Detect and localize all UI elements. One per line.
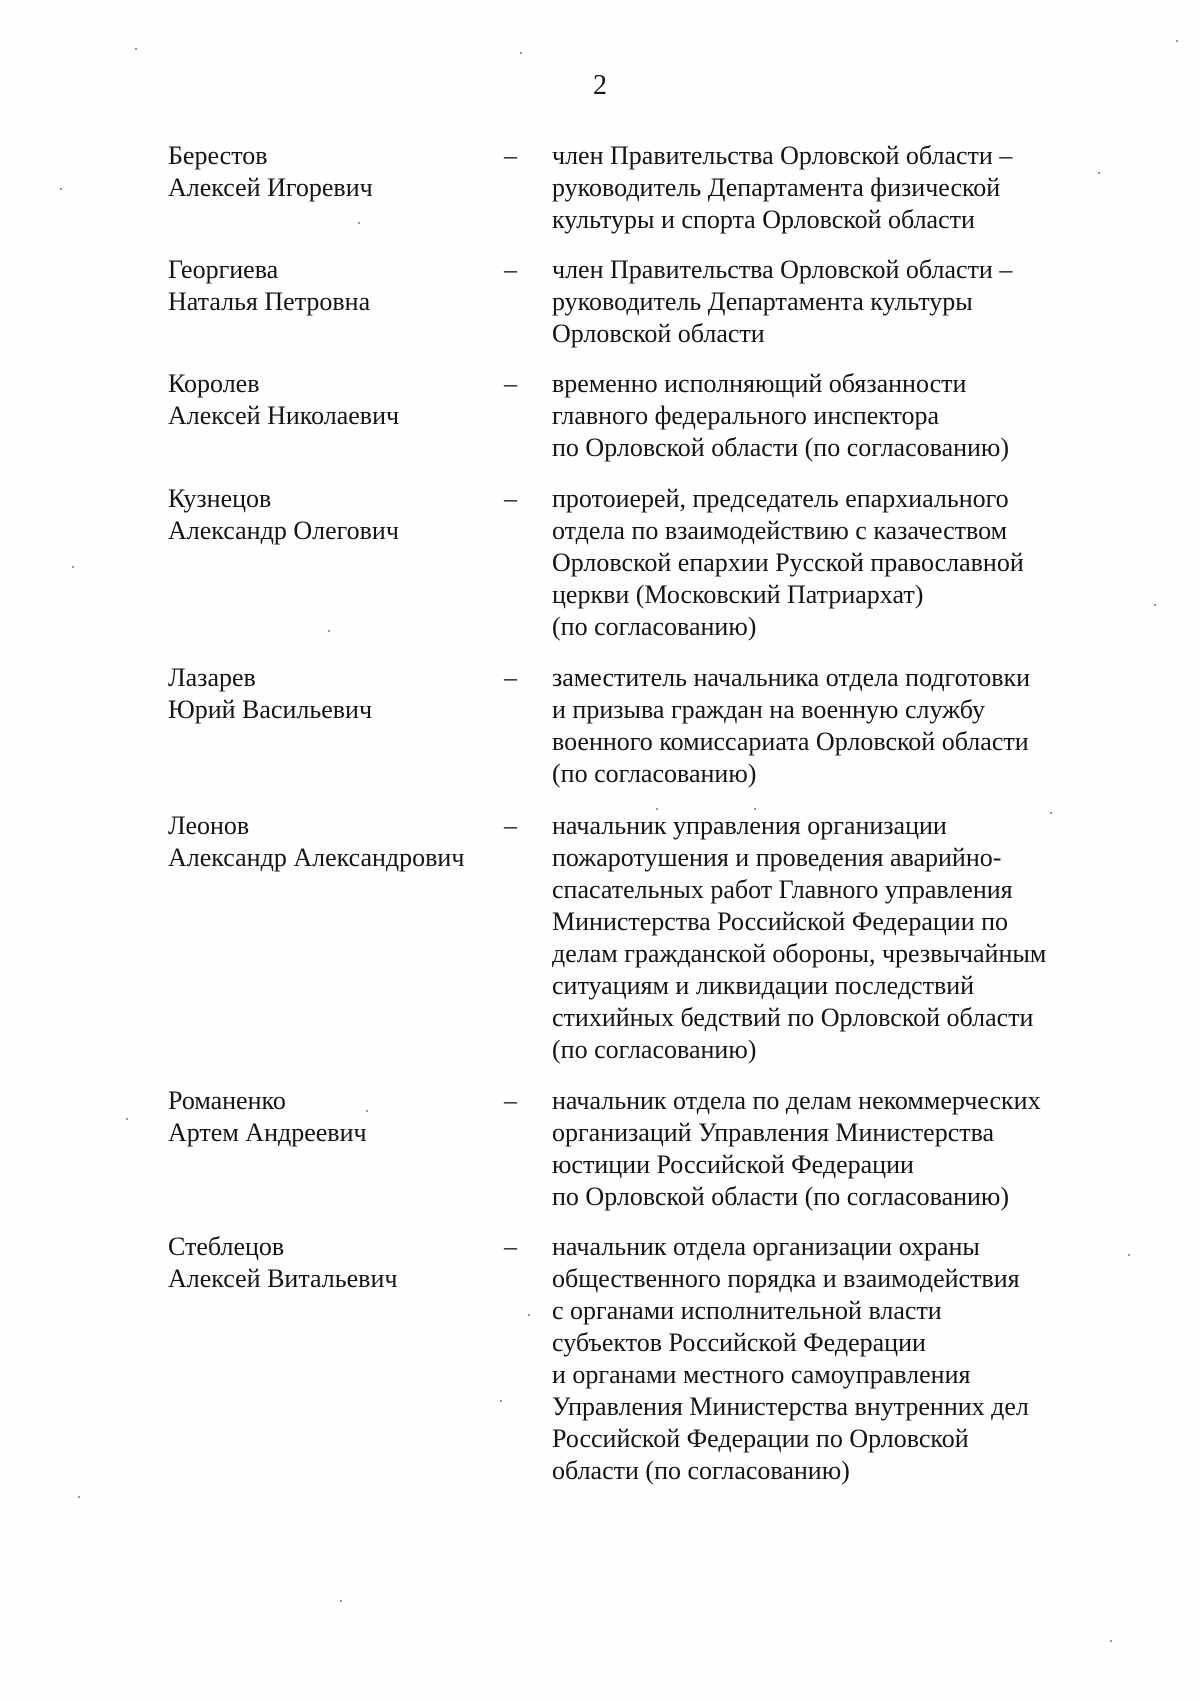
- position-line: и призыва граждан на военную службу: [552, 695, 985, 724]
- member-given-names: Наталья Петровна: [168, 287, 371, 316]
- position-line: (по согласованию): [552, 759, 757, 788]
- position-line: юстиции Российской Федерации: [552, 1150, 914, 1179]
- position-line: стихийных бедствий по Орловской области: [552, 1003, 1034, 1032]
- member-entry: [168, 662, 1088, 790]
- member-given-names: Александр Александрович: [168, 843, 465, 872]
- position-line: и органами местного самоуправления: [552, 1360, 971, 1389]
- scan-speck: [340, 1600, 342, 1602]
- page-number: 2: [593, 70, 607, 101]
- member-surname: Королев: [168, 369, 260, 398]
- member-position: [552, 368, 1088, 464]
- dash-separator: –: [504, 1086, 517, 1115]
- position-line: организаций Управления Министерства: [552, 1118, 995, 1147]
- scan-speck: [1098, 172, 1100, 174]
- scan-speck: [366, 1110, 368, 1112]
- position-line: пожаротушения и проведения аварийно-: [552, 843, 1002, 872]
- member-surname: Леонов: [168, 811, 250, 840]
- scan-speck: [1154, 604, 1156, 606]
- position-line: церкви (Московский Патриархат): [552, 580, 924, 609]
- member-list: [168, 140, 1088, 1487]
- member-name: [168, 1085, 504, 1149]
- member-name: [168, 1231, 504, 1295]
- position-line: (по согласованию): [552, 1035, 757, 1064]
- dash-separator: –: [504, 811, 517, 840]
- member-name: [168, 662, 504, 726]
- member-entry: [168, 254, 1088, 350]
- position-line: Министерства Российской Федерации по: [552, 907, 1009, 936]
- position-line: протоиерей, председатель епархиального: [552, 484, 1009, 513]
- position-line: руководитель Департамента физической: [552, 173, 1001, 202]
- position-line: член Правительства Орловской области –: [552, 255, 1013, 284]
- dash-separator: –: [504, 484, 517, 513]
- member-surname: Стеблецов: [168, 1232, 285, 1261]
- member-given-names: Александр Олегович: [168, 516, 399, 545]
- scan-speck: [60, 188, 62, 190]
- member-name: [168, 810, 504, 874]
- scan-speck: [126, 1118, 128, 1120]
- member-name: [168, 140, 504, 204]
- member-given-names: Артем Андреевич: [168, 1118, 367, 1147]
- member-entry: [168, 140, 1088, 236]
- member-surname: Романенко: [168, 1086, 286, 1115]
- member-entry: [168, 810, 1088, 1066]
- member-name: [168, 254, 504, 318]
- scan-speck: [754, 808, 756, 810]
- position-line: военного комиссариата Орловской области: [552, 727, 1029, 756]
- member-entry: [168, 1231, 1088, 1487]
- position-line: временно исполняющий обязанности: [552, 369, 967, 398]
- member-position: [552, 662, 1088, 790]
- scan-speck: [1050, 812, 1052, 814]
- member-position: [552, 1085, 1088, 1213]
- position-line: заместитель начальника отдела подготовки: [552, 663, 1031, 692]
- position-line: начальник отдела по делам некоммерческих: [552, 1086, 1041, 1115]
- member-surname: Берестов: [168, 141, 268, 170]
- member-entry: [168, 483, 1088, 643]
- position-line: культуры и спорта Орловской области: [552, 205, 975, 234]
- scan-speck: [328, 630, 330, 632]
- member-entry: [168, 1085, 1088, 1213]
- member-surname: Кузнецов: [168, 484, 272, 513]
- member-given-names: Алексей Игоревич: [168, 173, 373, 202]
- member-given-names: Алексей Витальевич: [168, 1264, 398, 1293]
- scan-speck: [520, 52, 522, 54]
- dash-separator: –: [504, 663, 517, 692]
- position-line: Орловской области: [552, 319, 765, 348]
- member-surname: Георгиева: [168, 255, 279, 284]
- position-line: начальник отдела организации охраны: [552, 1232, 980, 1261]
- scan-speck: [528, 1314, 530, 1316]
- scan-speck: [1110, 1640, 1112, 1642]
- dash-separator: –: [504, 141, 517, 170]
- position-line: Управления Министерства внутренних дел: [552, 1392, 1029, 1421]
- position-line: с органами исполнительной власти: [552, 1296, 942, 1325]
- position-line: главного федерального инспектора: [552, 401, 940, 430]
- member-position: [552, 810, 1088, 1066]
- member-position: [552, 140, 1088, 236]
- scan-speck: [500, 1400, 502, 1402]
- position-line: по Орловской области (по согласованию): [552, 1182, 1010, 1211]
- scan-speck: [1128, 1254, 1130, 1256]
- member-name: [168, 483, 504, 547]
- member-name: [168, 368, 504, 432]
- position-line: по Орловской области (по согласованию): [552, 433, 1010, 462]
- member-position: [552, 254, 1088, 350]
- dash-separator: –: [504, 369, 517, 398]
- position-line: отдела по взаимодействию с казачеством: [552, 516, 1008, 545]
- position-line: руководитель Департамента культуры: [552, 287, 973, 316]
- position-line: делам гражданской обороны, чрезвычайным: [552, 939, 1047, 968]
- scan-speck: [1176, 40, 1178, 42]
- scan-speck: [78, 1496, 80, 1498]
- position-line: Орловской епархии Русской православной: [552, 548, 1024, 577]
- position-line: Российской Федерации по Орловской: [552, 1424, 969, 1453]
- position-line: области (по согласованию): [552, 1456, 850, 1485]
- member-position: [552, 483, 1088, 643]
- scan-speck: [72, 566, 74, 568]
- position-line: начальник управления организации: [552, 811, 947, 840]
- position-line: общественного порядка и взаимодействия: [552, 1264, 1020, 1293]
- scan-speck: [358, 222, 360, 224]
- member-surname: Лазарев: [168, 663, 256, 692]
- dash-separator: –: [504, 255, 517, 284]
- scan-speck: [135, 48, 137, 50]
- position-line: субъектов Российской Федерации: [552, 1328, 926, 1357]
- member-position: [552, 1231, 1088, 1487]
- position-line: член Правительства Орловской области –: [552, 141, 1013, 170]
- scan-speck: [656, 808, 658, 810]
- position-line: ситуациям и ликвидации последствий: [552, 971, 975, 1000]
- position-line: спасательных работ Главного управления: [552, 875, 1013, 904]
- position-line: (по согласованию): [552, 612, 757, 641]
- dash-separator: –: [504, 1232, 517, 1261]
- member-entry: [168, 368, 1088, 464]
- member-given-names: Юрий Васильевич: [168, 695, 373, 724]
- member-given-names: Алексей Николаевич: [168, 401, 400, 430]
